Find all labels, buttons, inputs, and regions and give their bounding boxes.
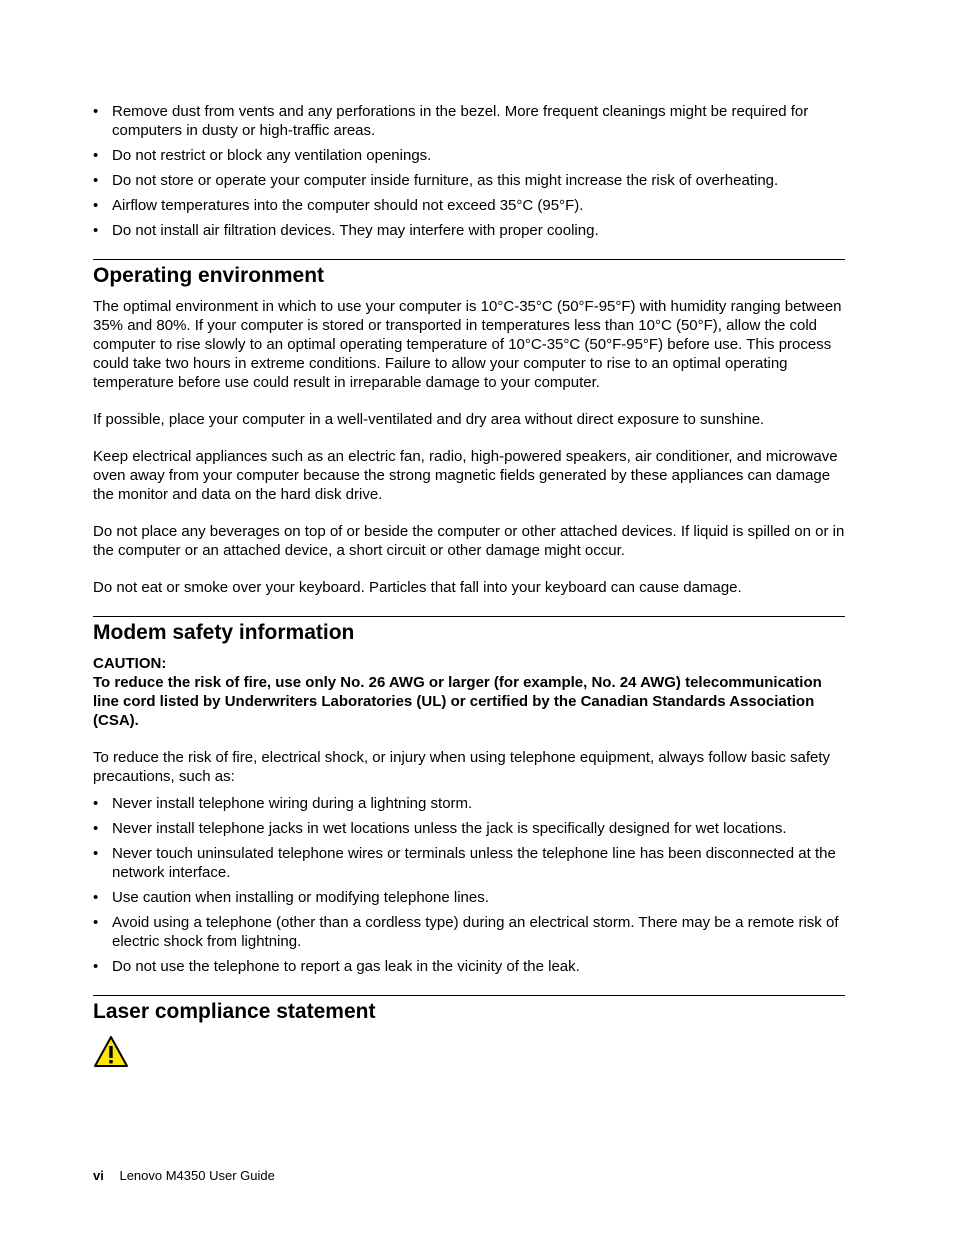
telephone-safety-list [93,794,845,976]
list-item: • Remove dust from vents and any perforations in the bezel. More frequent cleanings might be required for computers in dusty or high-traffic areas. [93,102,845,140]
paragraph: Do not place any beverages on top of or beside the computer or other attached devices. If liquid is spilled on or in the computer or an attached device, a short circuit or other damage might occur. [93,523,845,559]
caution-block [93,654,845,730]
warning-triangle-icon [93,1035,129,1069]
paragraph: If possible, place your computer in a well-ventilated and dry area without direct exposure to sunshine. [93,411,765,428]
section-heading: Laser compliance statement [93,1000,376,1023]
cleaning-bullet-list [93,102,845,240]
document-page [93,102,845,1069]
page-number: vi [93,1168,104,1183]
paragraph: Keep electrical appliances such as an electric fan, radio, high-powered speakers, air conditioner, and microwave oven away from your computer because the strong magnetic fields generated by these appliances can damage the monitor and data on the hard disk drive. [93,448,838,503]
paragraph: To reduce the risk of fire, electrical shock, or injury when using telephone equipment, always follow basic safety precautions, such as: [93,749,831,785]
caution-label: CAUTION: [93,655,167,672]
list-item: • Do not store or operate your computer inside furniture, as this might increase the risk of overheating. [93,171,845,190]
paragraph: Do not eat or smoke over your keyboard. Particles that fall into your keyboard can cause damage. [93,579,742,596]
footer-title: Lenovo M4350 User Guide [119,1168,275,1183]
list-item: • Airflow temperatures into the computer should not exceed 35°C (95°F). [93,196,845,215]
section-heading: Modem safety information [93,621,355,644]
page-footer [93,1168,275,1184]
list-item: • Never install telephone jacks in wet locations unless the jack is specifically designed for wet locations. [93,819,845,838]
modem-safety-section [93,616,845,976]
list-item: • Never touch uninsulated telephone wires or terminals unless the telephone line has been disconnected at the network interface. [93,844,845,882]
caution-text: To reduce the risk of fire, use only No. 26 AWG or larger (for example, No. 24 AWG) telecommunication line cord listed by Underwriters Laboratories (UL) or certified by the Canadian Standards Association (CSA). [93,674,822,729]
list-item: • Do not install air filtration devices. They may interfere with proper cooling. [93,221,845,240]
operating-environment-section [93,259,845,597]
list-item: • Do not use the telephone to report a gas leak in the vicinity of the leak. [93,957,845,976]
list-item: • Never install telephone wiring during a lightning storm. [93,794,845,813]
section-heading: Operating environment [93,264,325,287]
paragraph: The optimal environment in which to use your computer is 10°C-35°C (50°F-95°F) with humidity ranging between 35% and 80%. If your computer is stored or transported in temperatures less than 10°C (50°F), allow the cold computer to rise slowly to an optimal operating temperature of 10°C-35°C (50°F-95°F) before use. This process could take two hours in extreme conditions. Failure to allow your computer to rise to an optimal operating temperature before use could result in irreparable damage to your computer. [93,298,842,391]
laser-compliance-section [93,995,845,1069]
list-item: • Do not restrict or block any ventilation openings. [93,146,845,165]
list-item: • Avoid using a telephone (other than a cordless type) during an electrical storm. There may be a remote risk of electric shock from lightning. [93,913,845,951]
list-item: • Use caution when installing or modifying telephone lines. [93,888,845,907]
